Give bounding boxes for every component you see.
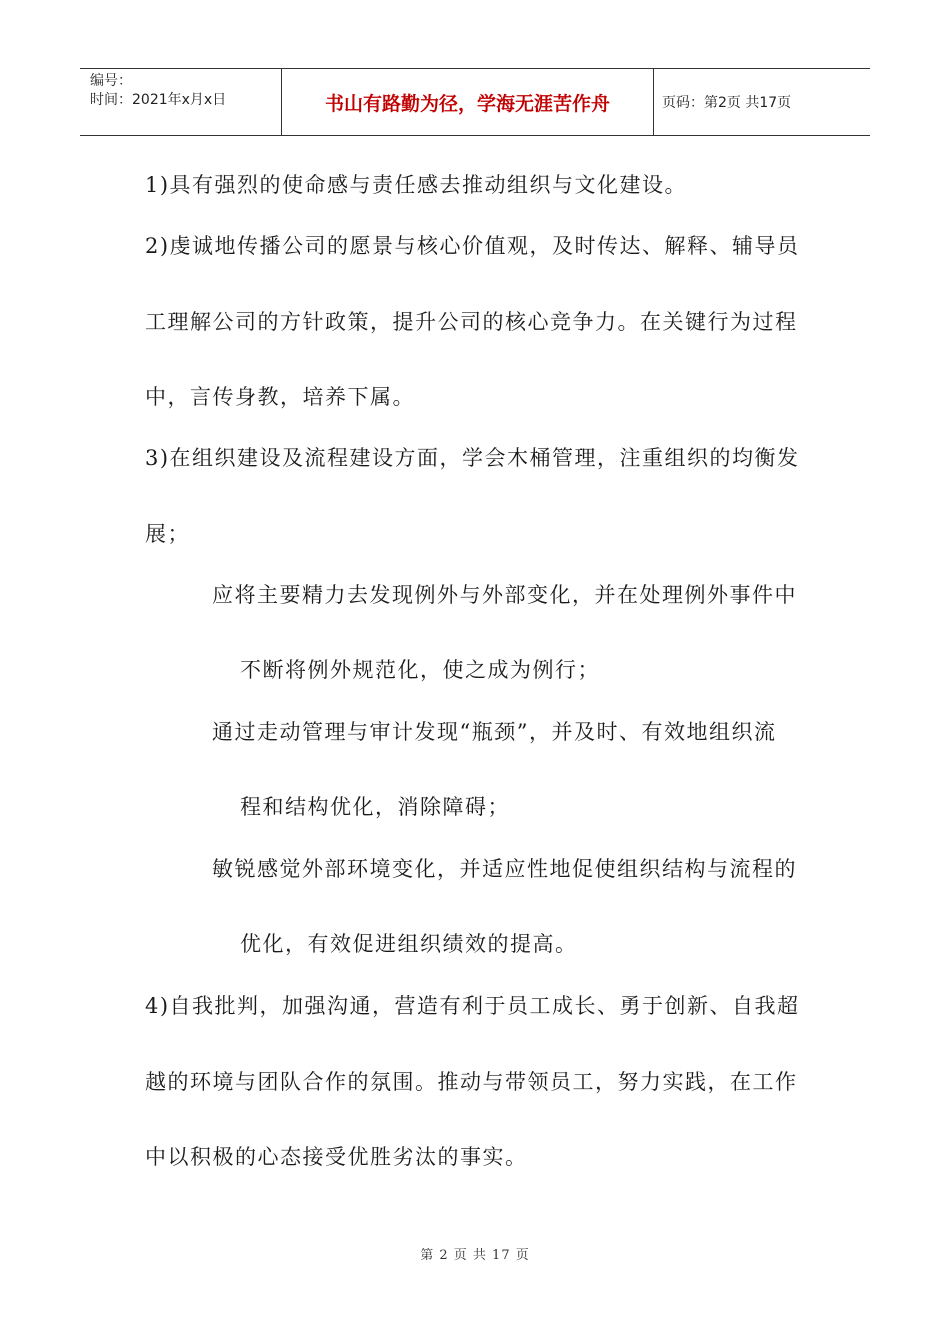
motto-text: 书山有路勤为径，学海无涯苦作舟: [324, 92, 610, 115]
paragraph-3-line-1: 3)在组织建设及流程建设方面，学会木桶管理，注重组织的均衡发: [145, 446, 800, 470]
header-meta-cell: [80, 69, 282, 135]
page-header: [80, 68, 870, 136]
paragraph-2-line-2: 工理解公司的方针政策，提升公司的核心竞争力。在关键行为过程: [145, 310, 798, 334]
paragraph-2-line-3: 中，言传身教，培养下属。: [145, 385, 415, 409]
sub-item-1-line-1: 应将主要精力去发现例外与外部变化，并在处理例外事件中: [212, 583, 797, 607]
paragraph-3-line-2: 展；: [145, 522, 190, 546]
time-label: 时间：2021年x月x日: [90, 92, 227, 108]
paragraph-4-line-3: 中以积极的心态接受优胜劣汰的事实。: [145, 1145, 528, 1169]
number-label: 编号：: [90, 73, 132, 89]
sub-item-2-line-2: 程和结构优化，消除障碍；: [240, 795, 510, 819]
header-page-cell: [654, 69, 870, 135]
paragraph-4-line-2: 越的环境与团队合作的氛围。推动与带领员工，努力实践，在工作: [145, 1070, 798, 1094]
footer-page-number: 第 2 页 共 17 页: [420, 1248, 530, 1263]
paragraph-2-line-1: 2)虔诚地传播公司的愿景与核心价值观，及时传达、解释、辅导员: [145, 234, 800, 258]
paragraph-4-line-1: 4)自我批判，加强沟通，营造有利于员工成长、勇于创新、自我超: [145, 994, 800, 1018]
paragraph-1: 1)具有强烈的使命感与责任感去推动组织与文化建设。: [145, 173, 688, 197]
sub-item-3-line-1: 敏锐感觉外部环境变化，并适应性地促使组织结构与流程的: [212, 857, 797, 881]
sub-item-1-line-2: 不断将例外规范化，使之成为例行；: [240, 658, 600, 682]
page-footer: [0, 1244, 950, 1263]
page-info: 页码：第2页 共17页: [662, 95, 792, 111]
sub-item-2-line-1: 通过走动管理与审计发现“瓶颈”，并及时、有效地组织流: [212, 720, 777, 744]
header-motto-cell: [282, 69, 654, 135]
sub-item-3-line-2: 优化，有效促进组织绩效的提高。: [240, 932, 578, 956]
